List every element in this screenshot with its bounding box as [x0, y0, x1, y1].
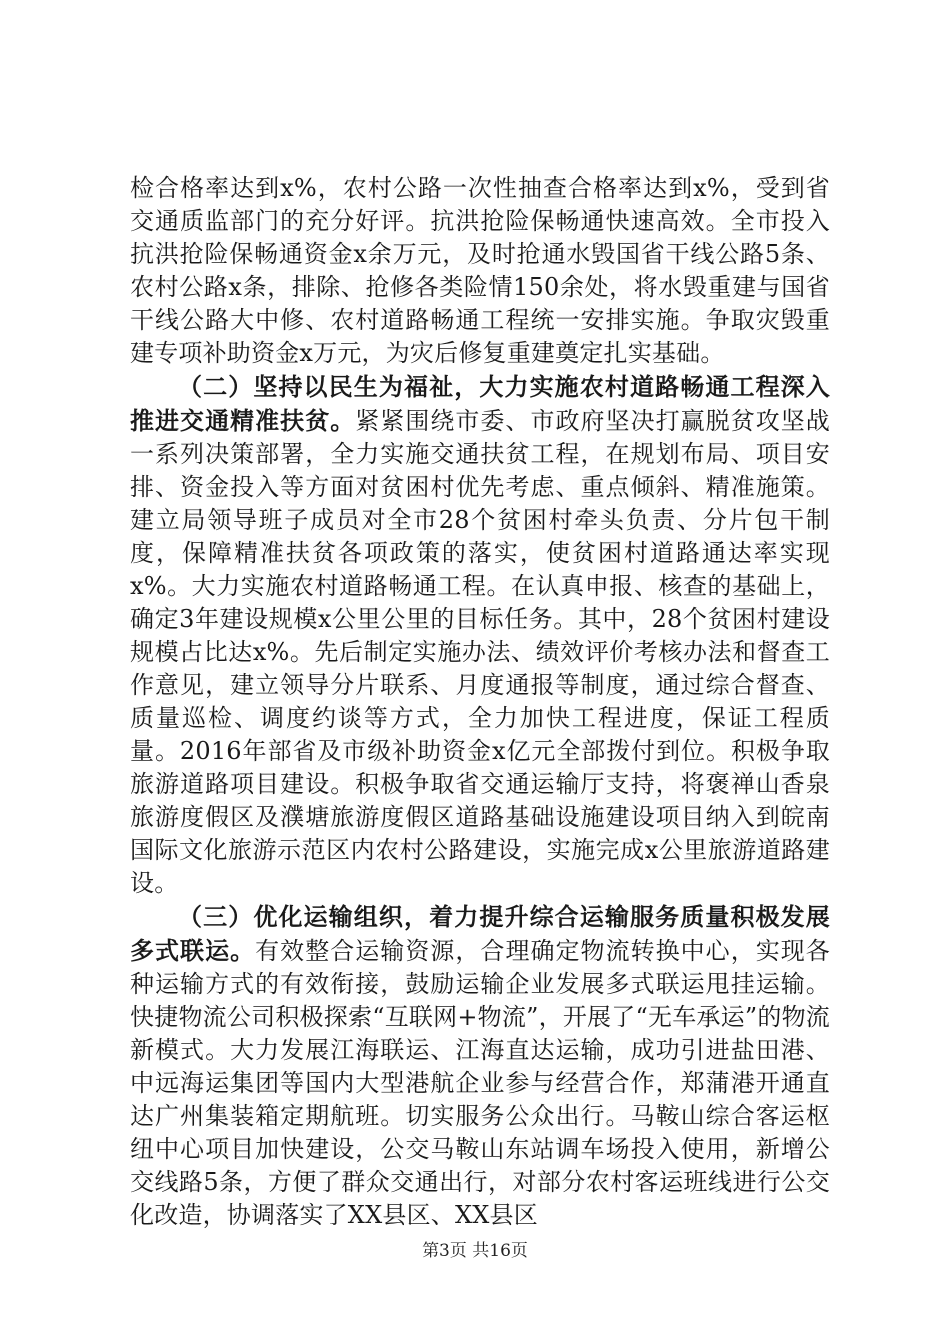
document-body — [130, 172, 830, 1232]
paragraph-continuation — [130, 172, 830, 370]
page-number-footer: 第3页 共16页 — [422, 1241, 528, 1261]
paragraph-text: 紧紧围绕市委、市政府坚决打赢脱贫攻坚战一系列决策部署，全力实施交通扶贫工程，在规划布局、项目安排、资金投入等方面对贫困村优先考虑、重点倾斜、精准施策。建立局领导班子成员对全市28个贫困村牵头负责、分片包干制度，保障精准扶贫各项政策的落实，使贫困村道路通达率实现x%。大力实施农村道路畅通工程。在认真申报、核查的基础上，确定3年建设规模x公里公里的目标任务。其中，28个贫困村建设规模占比达x%。先后制定实施办法、绩效评价考核办法和督查工作意见，建立领导分片联系、月度通报等制度，通过综合督查、质量巡检、调度约谈等方式，全力加快工程进度，保证工程质量。2016年部省及市级补助资金x亿元全部拨付到位。积极争取旅游道路项目建设。积极争取省交通运输厅支持，将褒禅山香泉旅游度假区及濮塘旅游度假区道路基础设施建设项目纳入到皖南国际文化旅游示范区内农村公路建设，实施完成x公里旅游道路建设。 — [130, 407, 830, 897]
section-two-heading: （二）坚持以民生为福祉，大力实施农村道路畅通工程深入推进交通精准扶贫。 — [130, 372, 830, 435]
section-three-heading: （三）优化运输组织，着力提升综合运输服务质量积极发展多式联运。 — [130, 902, 830, 965]
paragraph-text: 检合格率达到x%，农村公路一次性抽查合格率达到x%，受到省交通质监部门的充分好评。抗洪抢险保畅通快速高效。全市投入抗洪抢险保畅通资金x余万元，及时抢通水毁国省干线公路5条、农村公路x条，排除、抢修各类险情150余处，将水毁重建与国省干线公路大中修、农村道路畅通工程统一安排实施。争取灾毁重建专项补助资金x万元，为灾后修复重建奠定扎实基础。 — [130, 174, 830, 367]
paragraph-section-two — [130, 370, 830, 900]
paragraph-text: 有效整合运输资源，合理确定物流转换中心，实现各种运输方式的有效衔接，鼓励运输企业发展多式联运甩挂运输。快捷物流公司积极探索“互联网+物流”，开展了“无车承运”的物流新模式。大力发展江海联运、江海直达运输，成功引进盐田港、中远海运集团等国内大型港航企业参与经营合作，郑蒲港开通直达广州集装箱定期航班。切实服务公众出行。马鞍山综合客运枢纽中心项目加快建设，公交马鞍山东站调车场投入使用，新增公交线路5条，方便了群众交通出行，对部分农村客运班线进行公交化改造，协调落实了XX县区、XX县区 — [130, 937, 830, 1229]
paragraph-section-three — [130, 900, 830, 1232]
